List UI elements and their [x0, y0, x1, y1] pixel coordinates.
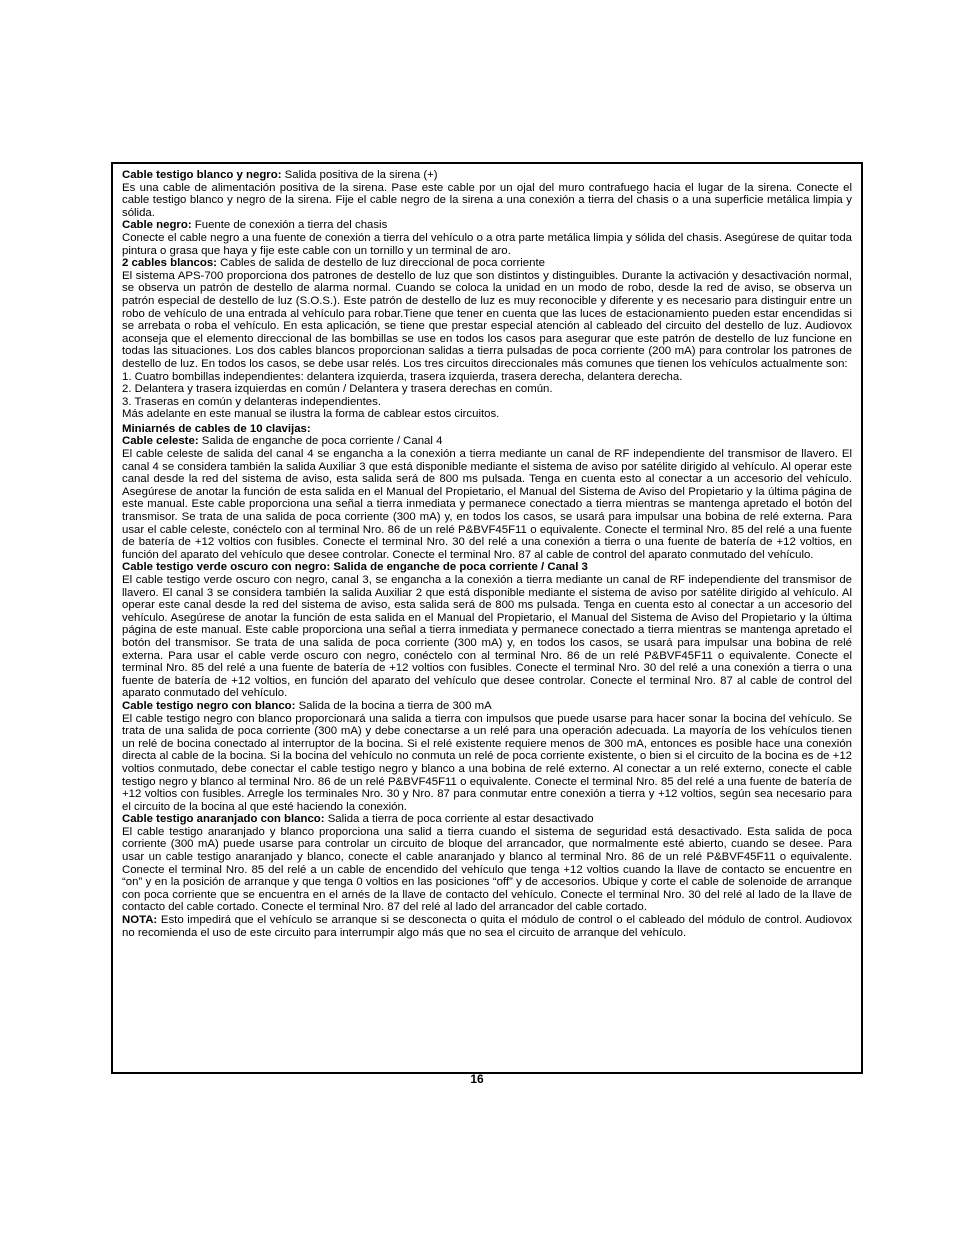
list-item: 1. Cuatro bombillas independientes: delantera izquierda, trasera izquierda, trasera derecha, delantera derecha. [122, 370, 683, 383]
section-title: Cable testigo blanco y negro: [122, 169, 282, 181]
section-title: Cable celeste: [122, 435, 199, 448]
list-item: 2. Delantera y trasera izquierdas en común / Delantera y trasera derechas en común. [122, 383, 553, 396]
section-horn [122, 700, 852, 813]
note-text: Esto impedirá que el vehículo se arranque si se desconecta o quita el módulo de control o el cableado del módulo de control. Audiovox no recomienda el uso de este circuito para interrumpir algo más que no sea el circuito de arranque del vehículo. [122, 914, 852, 939]
harness-heading: Miniarnés de cables de 10 clavijas: [122, 422, 311, 435]
section-body: El cable testigo verde oscuro con negro, canal 3, se engancha a la conexión a tierra mediante un canal de RF independiente del transmisor de llavero. El canal 3 se considera también la salida Auxiliar 2 que está disponible mediante el sistema de aviso por satélite dirigido al vehículo. Al operar este canal desde la red del sistema de aviso, esta salida será de 800 ms pulsada. Tenga en cuenta esto al conectar a un accesorio del vehículo. Asegúrese de anotar la función de esta salida en el Manual del Propietario, el Manual del Sistema de Aviso del Propietario y la última página de este manual. Este cable proporciona una señal a tierra inmediata y permanece conectado a tierra mientras se mantenga apretado el botón del transmisor. Se trata de una salida de poca corriente (300 mA) y, en todos los casos, se usará para impulsar una bobina de relé externa. Para usar el cable verde oscuro con negro, conéctelo con al terminal Nro. 86 de un relé P&BVF45F11 o equivalente. Conecte el terminal Nro. 85 del relé a una fuente de batería de +12 voltios con fusibles. Conecte el terminal Nro. 30 del relé a una conexión a tierra o una fuente de batería de +12 voltios, en función del aparato del vehículo que desee controlar. Conecte el terminal Nro. 87 al cable de control del aparato conmutado del vehículo. [122, 574, 852, 700]
section-body: El cable testigo negro con blanco proporcionará una salida a tierra con impulsos que puede usarse para hacer sonar la bocina del vehículo. Se trata de una salida de poca corriente (300 mA) y debe conectarse a un relé para una operación adecuada. La mayoría de los vehículos tienen un relé de bocina conectado al interruptor de la bocina. Si el relé existente requiere menos de 300 mA, entonces es posible hace una conexión directa al cable de la bocina. Si la bocina del vehículo no conmuta un relé de poca corriente existente, o bien si el circuito de la bocina es de +12 voltios conmutado, debe conectar el cable testigo negro y blanco a una bobina de relé externo. Al conectar a un relé externo, conecte el cable testigo negro y blanco al terminal Nro. 86 de un relé P&BVF45F11 o equivalente. Conecte el terminal Nro. 85 del relé a una fuente de batería de +12 voltios con fusibles. Arregle los terminales Nro. 30 y Nro. 87 para conmutar entre conexión a tierra y +12 voltios, según sea necesario para el circuito de la bocina al que esté haciendo la conexión. [122, 712, 852, 813]
section-title: Cable testigo negro con blanco: [122, 699, 296, 712]
section-light-blue [122, 435, 852, 561]
section-dark-green [122, 561, 852, 700]
section-subtitle: Fuente de conexión a tierra del chasis [191, 219, 388, 232]
page-content [122, 169, 852, 939]
section-title: Cable negro: [122, 219, 192, 232]
section-title: Cable testigo anaranjado con blanco: [122, 813, 325, 826]
section-body: Es una cable de alimentación positiva de la sirena. Pase este cable por un ojal del muro contrafuego hacia el lugar de la sirena. Conecte el cable testigo blanco y negro de la sirena. Fije el cable negro de la sirena a una conexión a tierra del chasis o a una superficie metálica limpia y sólida. [122, 181, 852, 219]
section-after-text: Más adelante en este manual se ilustra la forma de cablear estos circuitos. [122, 408, 500, 421]
section-title: Cable testigo verde oscuro con negro: Salida de enganche de poca corriente / Canal 3 [122, 561, 588, 574]
section-subtitle: Salida de la bocina a tierra de 300 mA [295, 699, 492, 712]
content-frame [111, 162, 863, 1074]
section-body: El sistema APS-700 proporciona dos patrones de destello de luz que son distintos y distinguibles. Durante la activación y desactivación normal, se observa un patrón de destello de alarma normal. Cuando se coloca la unidad en un modo de robo, desde la red de aviso, se observa un patrón especial de destello de luz (S.O.S.). Este patrón de destello de luz es muy reconocible y diferente y es necesario para distinguir entre un robo de vehículo de una entrada al vehículo para robar.Tiene que tener en cuenta que las luces de estacionamiento pueden estar encendidas si se arrebata o roba el vehículo. En esta aplicación, se tiene que prestar especial atención al cableado del circuito del destello de luz. Audiovox aconseja que el elemento direccional de las bombillas se use en todos los casos para asegurar que este patrón de destello de luz funcione en todas las situaciones. Los dos cables blancos proporcionan salidas a tierra pulsadas de poca corriente (200 mA) para controlar los patrones de destello de luz. En todos los casos, se debe usar relés. Los tres circuitos direccionales más comunes que tienen los vehículos actualmente son: [122, 269, 852, 370]
page-number: 16 [470, 1072, 484, 1086]
section-subtitle: Salida positiva de la sirena (+) [281, 169, 438, 181]
list-item: 3. Traseras en común y delanteras independientes. [122, 395, 381, 408]
section-body: Conecte el cable negro a una fuente de conexión a tierra del vehículo o a otra parte metálica limpia y sólida del chasis. Asegúrese de quitar toda pintura o grasa que haya y fije este cable con un tornillo y un terminal de aro. [122, 231, 852, 257]
section-ground [122, 219, 852, 257]
section-subtitle: Cables de salida de destello de luz direccional de poca corriente [216, 257, 545, 270]
section-siren [122, 169, 852, 219]
section-light-flash [122, 257, 852, 370]
note-label: NOTA: [122, 914, 158, 927]
section-subtitle: Salida a tierra de poca corriente al estar desactivado [324, 813, 594, 826]
section-orange-white [122, 813, 852, 914]
section-body: El cable celeste de salida del canal 4 se engancha a la conexión a tierra mediante un canal de RF independiente del transmisor de llavero. El canal 4 se considera también la salida Auxiliar 3 que está disponible mediante el sistema de aviso por satélite dirigido al vehículo. Al operar este canal desde la red del sistema de aviso, esta salida será de 800 ms pulsada. Tenga en cuenta esto al conectar a un accesorio del vehículo. Asegúrese de anotar la función de esta salida en el Manual del Propietario, el Manual del Sistema de Aviso del Propietario y la última página de este manual. Este cable proporciona una señal a tierra inmediata y permanece conectado a tierra mientras se mantenga apretado el botón del transmisor. Se trata de una salida de poca corriente (300 mA) y, en todos los casos, se usará para impulsar una bobina de relé externa. Para usar el cable celeste, conéctelo con al terminal Nro. 86 de un relé P&BVF45F11 o equivalente. Conecte el terminal Nro. 85 del relé a una fuente de batería de +12 voltios con fusibles. Conecte el terminal Nro. 30 del relé a una conexión a tierra o una fuente de batería de +12 voltios, en función del aparato del vehículo que desee controlar. Conecte el terminal Nro. 87 al cable de control del aparato conmutado del vehículo. [122, 448, 852, 561]
note [122, 914, 852, 939]
section-subtitle: Salida de enganche de poca corriente / Canal 4 [198, 435, 443, 448]
section-body: El cable testigo anaranjado y blanco proporciona una salid a tierra cuando el sistema de seguridad está desactivado. Esta salida de poca corriente (300 mA) puede usarse para controlar un circuito de bloque del arrancador, que normalmente esté abierto, cuando se desee. Para usar un cable testigo anaranjado y blanco, conecte el cable anaranjado y blanco al terminal Nro. 86 de un relé P&BVF45F11 o equivalente. Conecte el terminal Nro. 85 del relé a un cable de encendido del vehículo que tenga +12 voltios cuando la llave de contacto se encuentre en “on” y en la posición de arranque y que tenga 0 voltios en las posiciones “off” y de accesorios. Ubique y corte el cable de solenoide de arranque con poca corriente que se encuentra en el arnés de la llave de contacto del vehículo. Conecte el terminal Nro. 30 del relé al lado de la llave de contacto del cable cortado. Conecte el terminal Nro. 87 del relé al lado del arrancador del cable cortado. [122, 825, 852, 914]
section-title: 2 cables blancos: [122, 257, 217, 270]
